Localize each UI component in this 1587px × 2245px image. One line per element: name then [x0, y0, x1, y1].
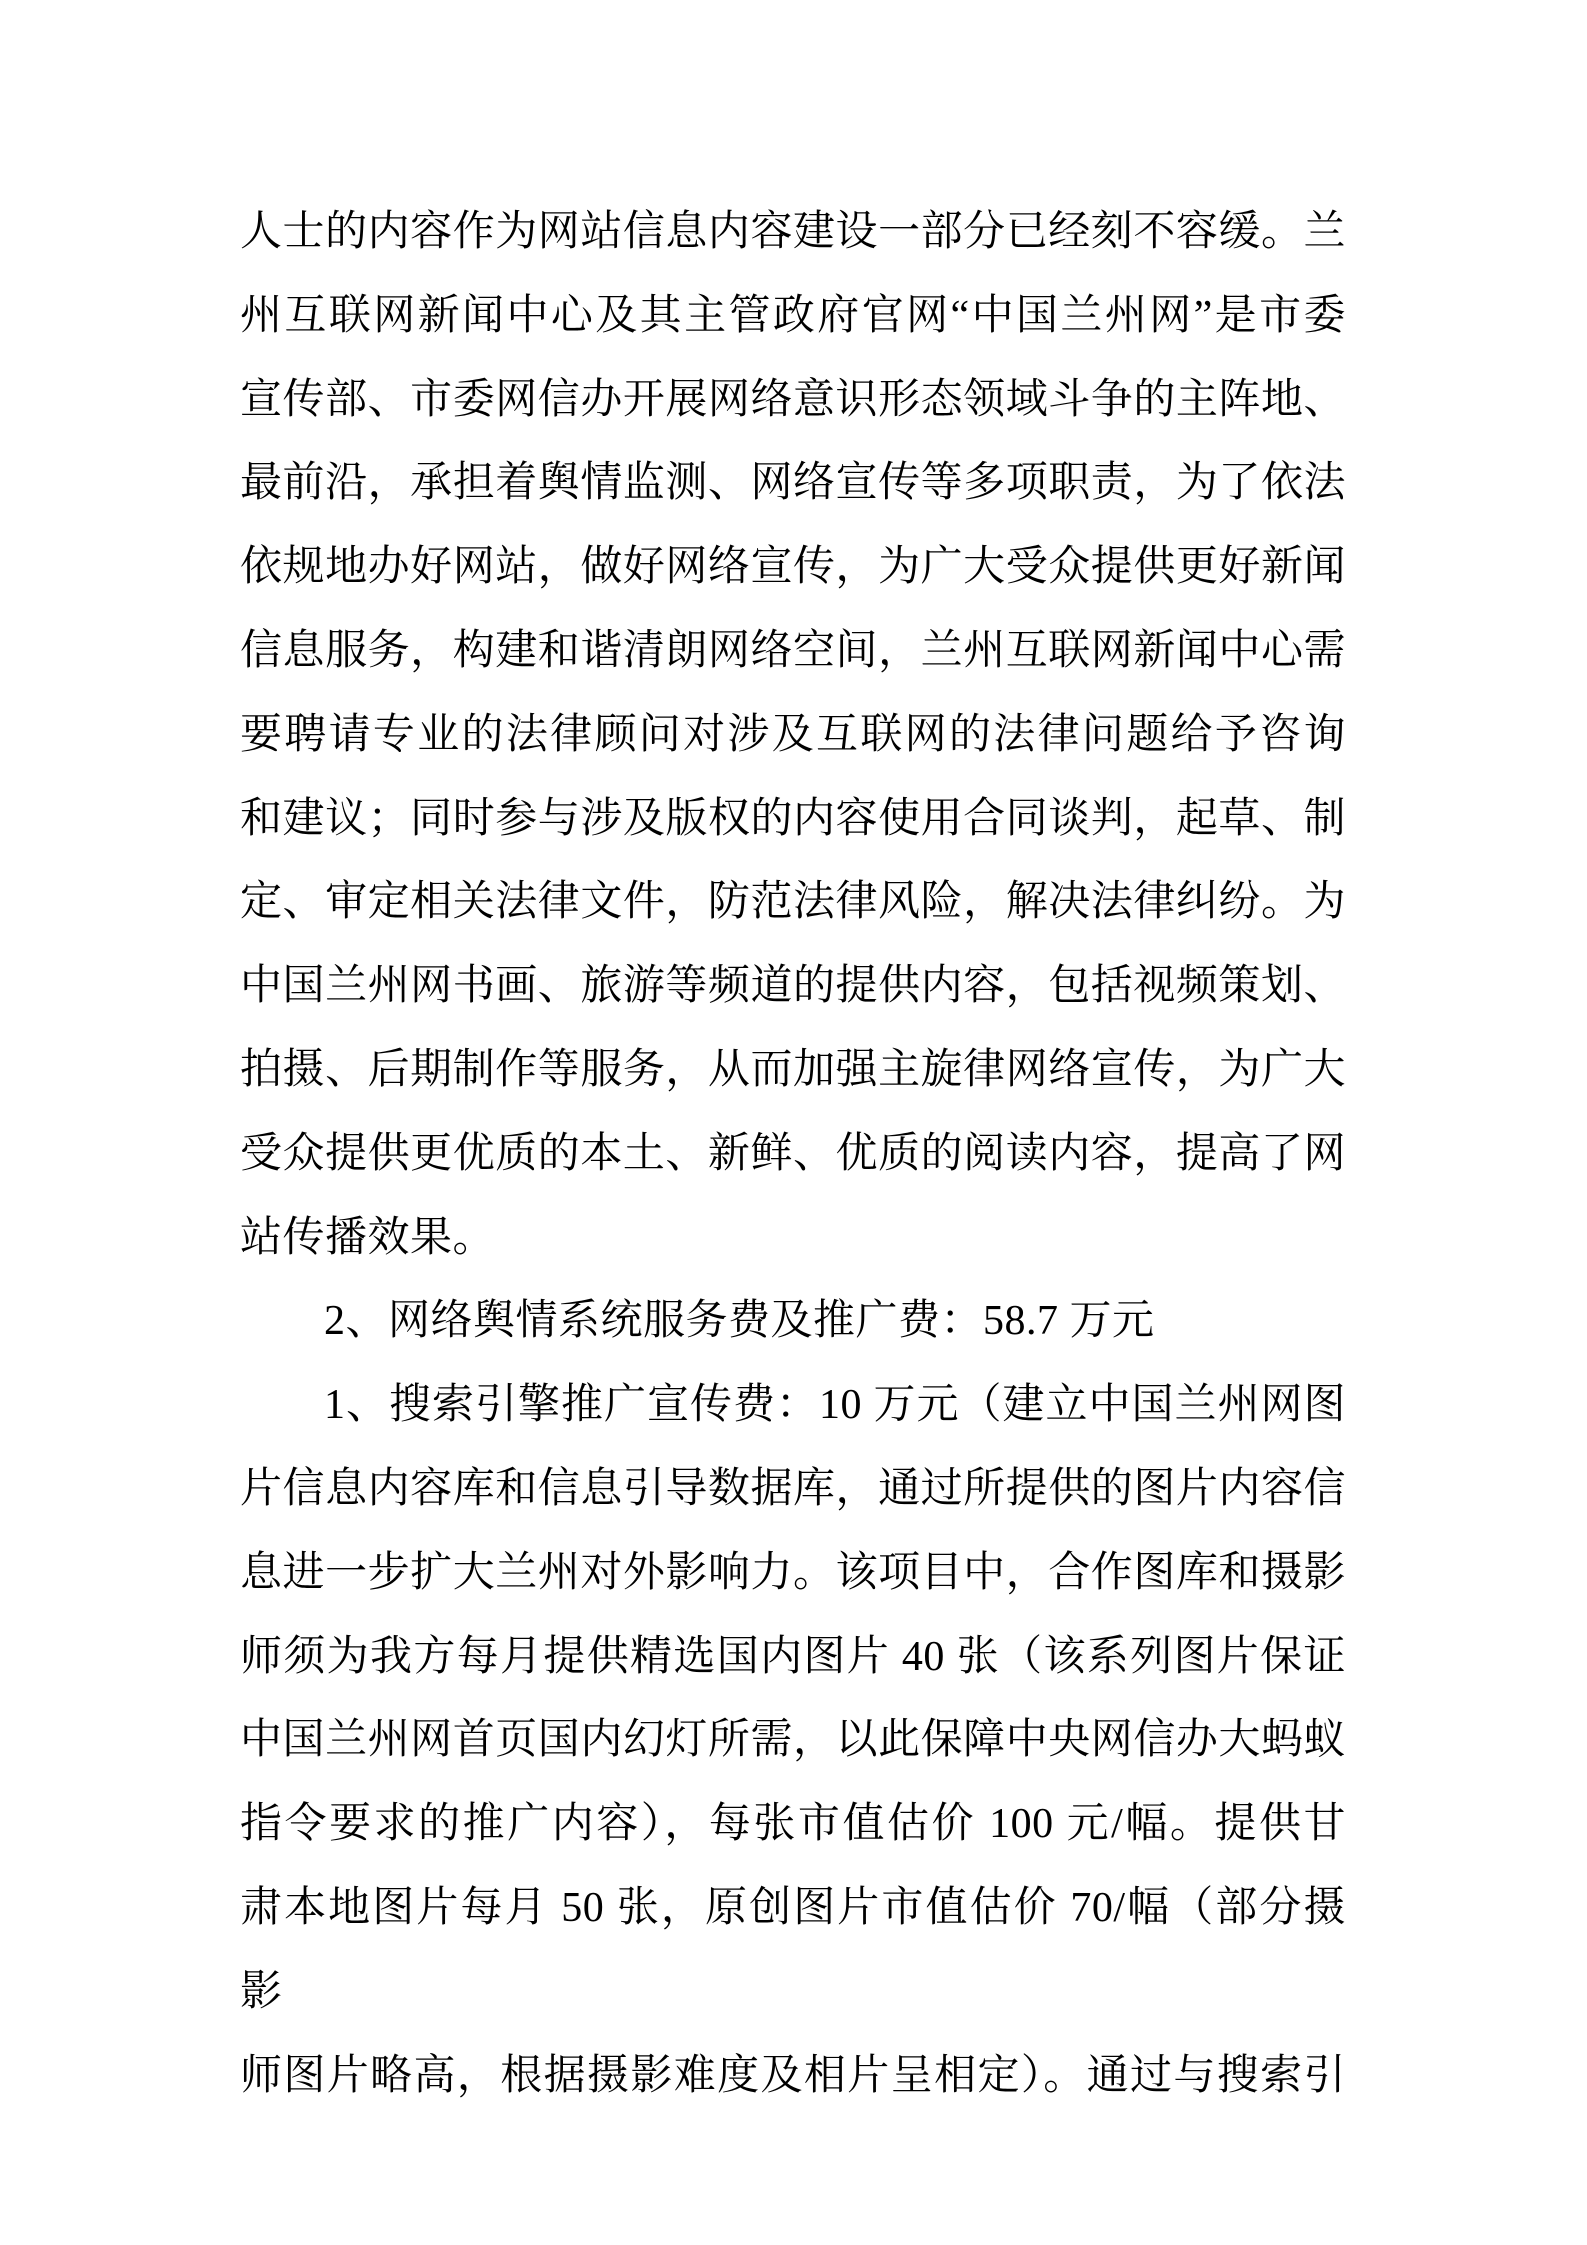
text-line: 宣传部、市委网信办开展网络意识形态领域斗争的主阵地、	[240, 376, 1346, 423]
document-body-text	[240, 191, 1346, 2118]
text-line: 1、搜索引擎推广宣传费：10 万元（建立中国兰州网图	[324, 1382, 1346, 1429]
text-line: 片信息内容库和信息引导数据库，通过所提供的图片内容信	[240, 1465, 1346, 1512]
text-line: 指令要求的推广内容），每张市值估价 100 元/幅。提供甘	[240, 1801, 1346, 1848]
text-line: 中国兰州网首页国内幻灯所需，以此保障中央网信办大蚂蚁	[240, 1717, 1346, 1764]
text-line: 师图片略高，根据摄影难度及相片呈相定）。通过与搜索引	[240, 2052, 1346, 2099]
text-line: 受众提供更优质的本土、新鲜、优质的阅读内容，提高了网	[240, 1130, 1346, 1177]
text-line: 和建议；同时参与涉及版权的内容使用合同谈判，起草、制	[240, 795, 1346, 842]
text-line: 拍摄、后期制作等服务，从而加强主旋律网络宣传，为广大	[240, 1046, 1346, 1093]
text-line: 肃本地图片每月 50 张，原创图片市值估价 70/幅（部分摄影	[240, 1884, 1346, 2015]
text-line: 最前沿，承担着舆情监测、网络宣传等多项职责，为了依法	[240, 460, 1346, 507]
text-line: 依规地办好网站，做好网络宣传，为广大受众提供更好新闻	[240, 544, 1346, 591]
text-line: 站传播效果。	[240, 1214, 496, 1261]
text-line: 师须为我方每月提供精选国内图片 40 张（该系列图片保证	[240, 1633, 1346, 1680]
text-line: 人士的内容作为网站信息内容建设一部分已经刻不容缓。兰	[240, 209, 1346, 255]
text-line: 2、网络舆情系统服务费及推广费：58.7 万元	[324, 1298, 1155, 1345]
text-line: 州互联网新闻中心及其主管政府官网“中国兰州网”是市委	[240, 292, 1346, 339]
text-line: 信息服务，构建和谐清朗网络空间，兰州互联网新闻中心需	[240, 627, 1346, 674]
text-line: 中国兰州网书画、旅游等频道的提供内容，包括视频策划、	[240, 963, 1346, 1010]
text-line: 要聘请专业的法律顾问对涉及互联网的法律问题给予咨询	[240, 711, 1346, 758]
text-line: 息进一步扩大兰州对外影响力。该项目中，合作图库和摄影	[240, 1549, 1346, 1596]
text-line: 定、审定相关法律文件，防范法律风险，解决法律纠纷。为	[240, 879, 1346, 926]
